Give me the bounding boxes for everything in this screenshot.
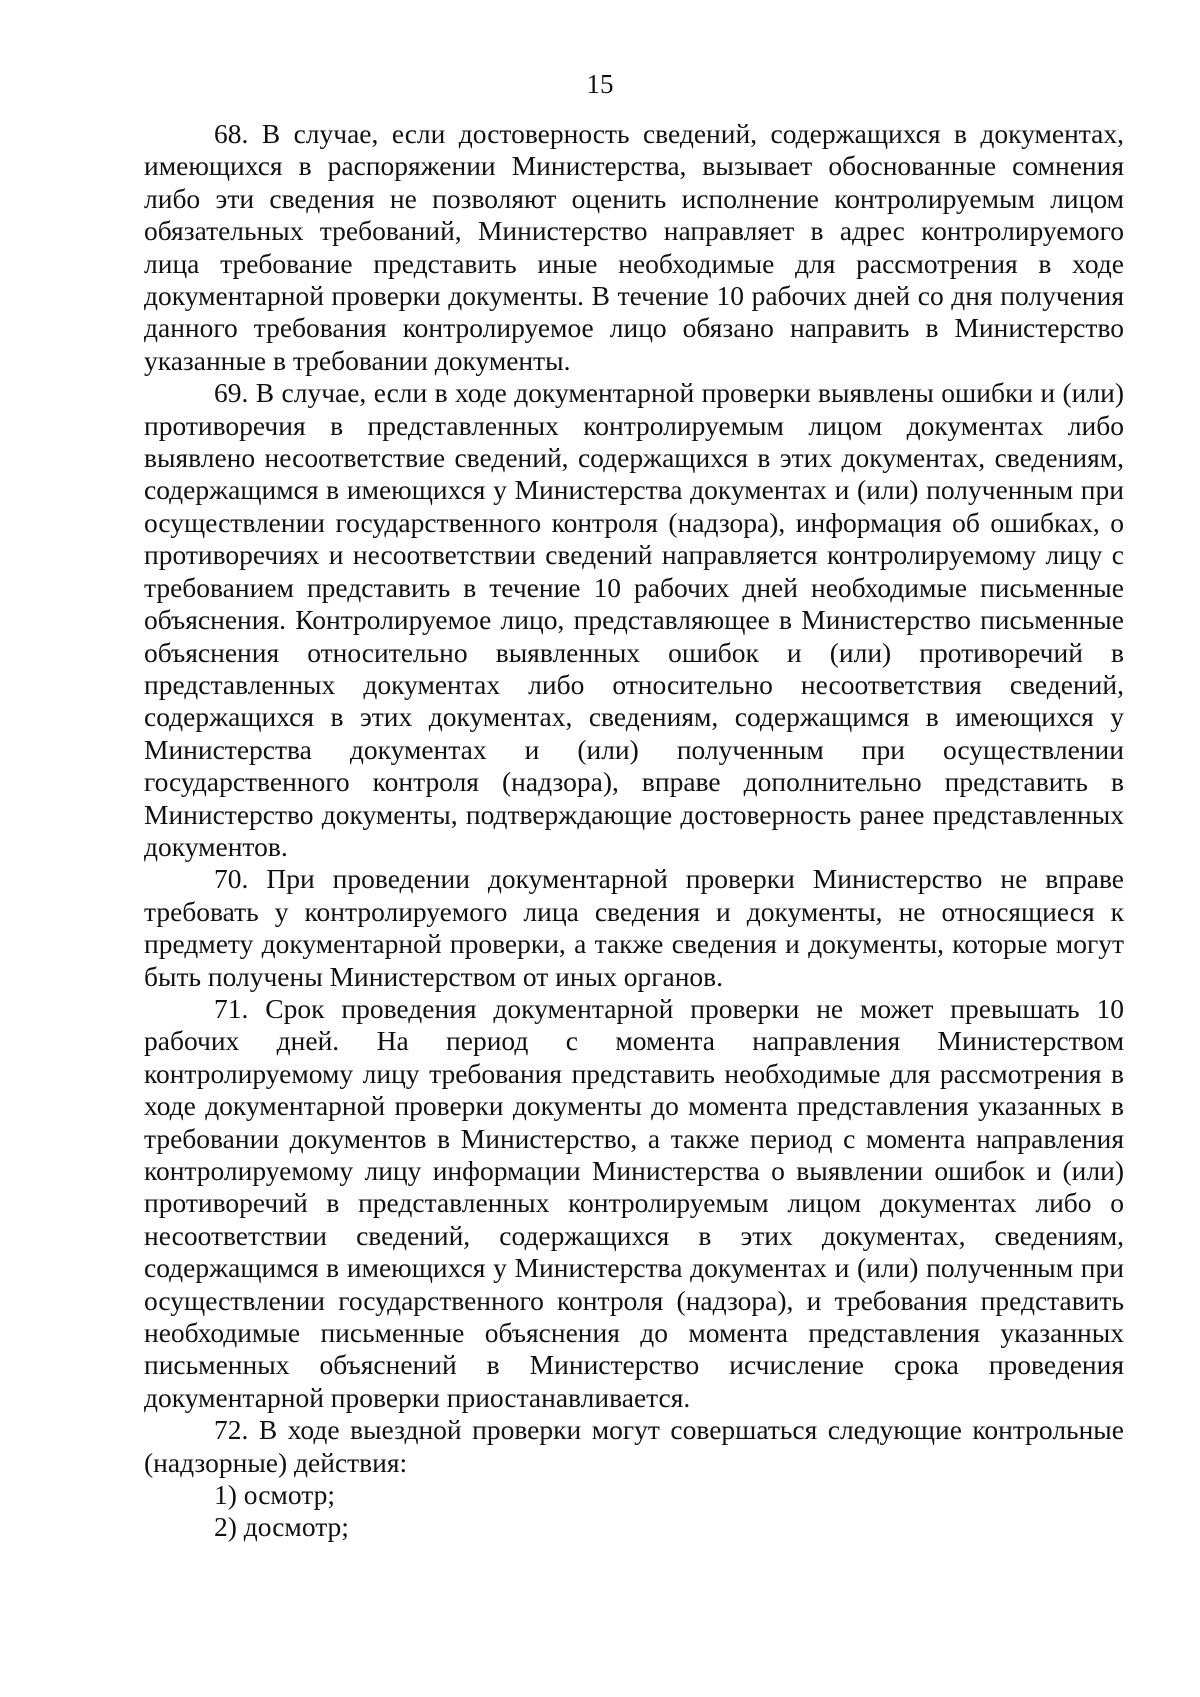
paragraph-70: 70. При проведении документарной проверки Министерство не вправе требовать у контролируемого лица сведения и документы, не относящиеся к предмету документарной проверки, а также сведения и документы, которые могут быть получены Министерством от иных органов. (144, 863, 1124, 992)
paragraph-69: 69. В случае, если в ходе документарной проверки выявлены ошибки и (или) противоречия в представленных контролируемым лицом документах либо выявлено несоответствие сведений, содержащихся в этих документах, сведениям, содержащимся в имеющихся у Министерства документах и (или) полученным при осуществлении государственного контроля (надзора), информация об ошибках, о противоречиях и несоответствии сведений направляется контролируемому лицу с требованием представить в течение 10 рабочих дней необходимые письменные объяснения. Контролируемое лицо, представляющее в Министерство письменные объяснения относительно выявленных ошибок и (или) противоречий в представленных документах либо относительно несоответствия сведений, содержащихся в этих документах, сведениям, содержащимся в имеющихся у Министерства документах и (или) полученным при осуществлении государственного контроля (надзора), вправе дополнительно представить в Министерство документы, подтверждающие достоверность ранее представленных документов. (144, 377, 1124, 862)
paragraph-68: 68. В случае, если достоверность сведений, содержащихся в документах, имеющихся в распоряжении Министерства, вызывает обоснованные сомнения либо эти сведения не позволяют оценить исполнение контролируемым лицом обязательных требований, Министерство направляет в адрес контролируемого лица требование представить иные необходимые для рассмотрения в ходе документарной проверки документы. В течение 10 рабочих дней со дня получения данного требования контролируемое лицо обязано направить в Министерство указанные в требовании документы. (144, 118, 1124, 376)
document-body (144, 118, 1124, 1544)
paragraph-71: 71. Срок проведения документарной проверки не может превышать 10 рабочих дней. На период с момента направления Министерством контролируемому лицу требования представить необходимые для рассмотрения в ходе документарной проверки документы до момента представления указанных в требовании документов в Министерство, а также период с момента направления контролируемому лицу информации Министерства о выявлении ошибок и (или) противоречий в представленных контролируемым лицом документах либо о несоответствии сведений, содержащихся в этих документах, сведениям, содержащимся в имеющихся у Министерства документах и (или) полученным при осуществлении государственного контроля (надзора), и требования представить необходимые письменные объяснения до момента представления указанных письменных объяснений в Министерство исчисление срока проведения документарной проверки приостанавливается. (144, 992, 1124, 1413)
list-item-inspection: 1) осмотр; (214, 1479, 335, 1511)
page-number: 15 (586, 69, 614, 99)
paragraph-72: 72. В ходе выездной проверки могут совершаться следующие контрольные (надзорные) действия: (144, 1414, 1124, 1478)
list-item-search: 2) досмотр; (214, 1511, 349, 1543)
